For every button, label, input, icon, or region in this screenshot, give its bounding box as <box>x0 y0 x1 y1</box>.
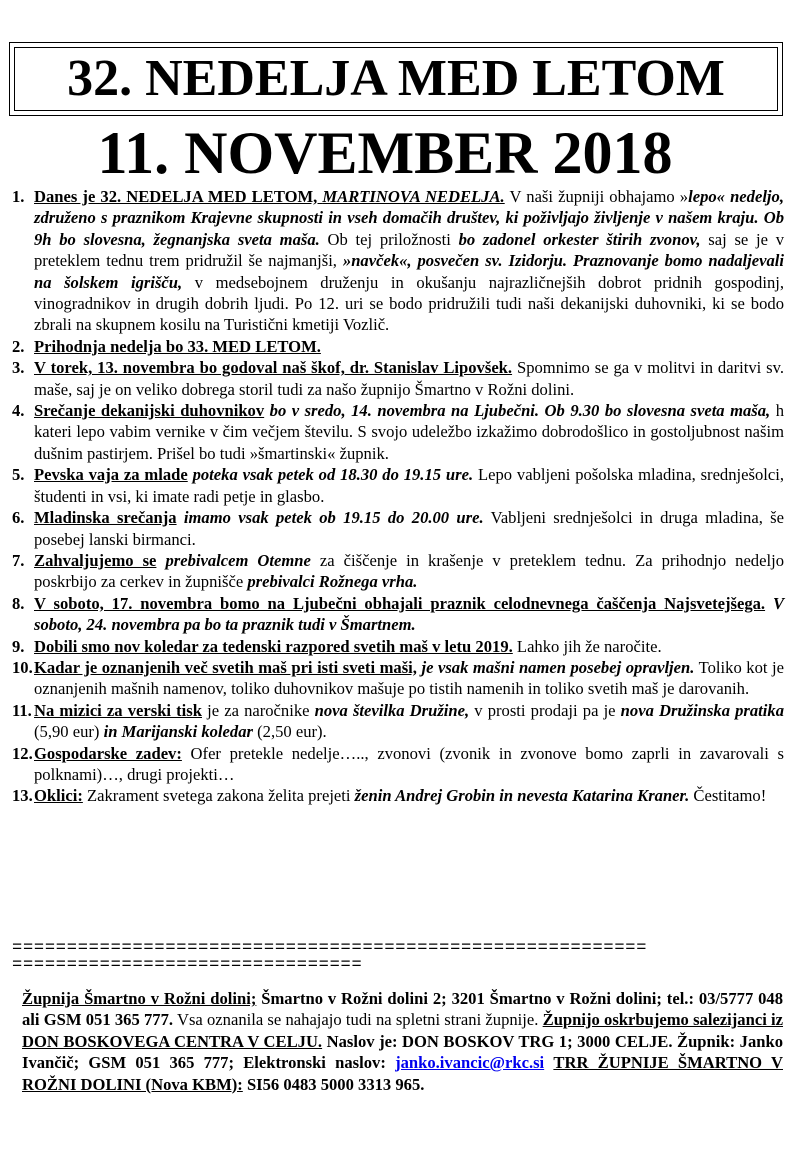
list-item <box>12 336 784 357</box>
item-heading-italic: MARTINOVA NEDELJA. <box>322 187 505 206</box>
list-item <box>12 593 784 636</box>
item-body: v medsebojnem druženju in okušanju najrazličnejših dobrot pridnih gospodinj, vinogradnikov in drugih dobrih ljudi. Po 12. uri se bodo pridružili tudi naši dekanijski duhovniki, ki se bodo zbrali na skupnem kosilu na Turistični kmetiji Vozlič. <box>34 272 785 335</box>
item-body: Spomnimo se ga v molitvi in daritvi sv. maše, saj je on veliko dobrega storil tudi za našo župnijo Šmartno v Rožni dolini. <box>34 358 784 399</box>
item-emphasis: lepo« nedeljo, združeno s praznikom Krajevne skupnosti in vseh domačih društev, ki poživljajo življenje v našem kraju. Ob 9h bo slovesna, žegnanjska sveta maša. <box>34 187 784 249</box>
item-emphasis: nova številka Družine, <box>314 700 470 720</box>
item-heading: Kadar je oznanjenih več svetih maš pri isti sveti maši, <box>34 657 417 677</box>
priest-contact: Naslov je: DON BOSKOV TRG 1; 3000 CELJE. Župnik: Janko Ivančič; GSM 051 365 777; Elektronski naslov: <box>22 1031 783 1073</box>
item-text <box>34 336 784 357</box>
email-link[interactable]: janko.ivancic@rkc.si <box>395 1053 545 1073</box>
item-number: 11. <box>12 700 32 720</box>
item-number: 8. <box>12 593 25 613</box>
item-body: (2,50 eur). <box>252 722 327 742</box>
list-item <box>12 743 784 786</box>
item-heading: Na mizici za verski tisk <box>34 700 202 720</box>
list-item <box>12 186 784 336</box>
list-item <box>12 550 784 593</box>
website-note: Vsa oznanila se nahajajo tudi na spletni strani župnije. <box>173 1010 543 1030</box>
item-heading: Zahvaljujemo se <box>34 550 157 570</box>
item-body: Toliko kot je oznanjenih mašnih namenov, toliko duhovnikov mašuje po tistih namenih in toliko svetih maš je darovanih. <box>34 657 784 699</box>
item-emphasis: je vsak mašni namen posebej opravljen. <box>416 657 695 677</box>
item-number: 9. <box>12 636 25 656</box>
item-text <box>34 186 784 336</box>
item-number: 2. <box>12 336 25 356</box>
item-heading: Oklici: <box>34 786 83 806</box>
item-heading: Dobili smo nov koledar za tedenski razpored svetih maš v letu 2019. <box>34 636 513 656</box>
item-body: h kateri lepo vabim vernike v čim večjem številu. S svojo udeležbo izkažimo dobrodošlico in gostoljubnost našim dušnim pastirjem. Prišel bo tudi »šmartinski« župnik. <box>34 401 784 463</box>
list-item <box>12 357 784 400</box>
item-heading: Gospodarske zadev: <box>34 743 182 763</box>
item-text <box>34 785 784 806</box>
item-number: 7. <box>12 550 25 570</box>
item-number: 13. <box>12 786 33 806</box>
item-emphasis: »navček«, posvečen sv. Izidorju. Praznovanje bomo nadaljevali na šolskem igrišču, <box>34 251 784 292</box>
item-emphasis: poteka vsak petek od 18.30 do 19.15 ure. <box>187 465 474 485</box>
item-number: 1. <box>12 187 25 206</box>
item-number: 4. <box>12 401 25 421</box>
item-heading: Pevska vaja za mlade <box>34 465 188 485</box>
parish-name: Župnija Šmartno v Rožni dolini; <box>22 989 257 1008</box>
item-text <box>34 357 784 400</box>
spacer <box>544 1053 553 1072</box>
item-body: je za naročnike <box>201 700 315 720</box>
item-text <box>34 593 784 636</box>
item-heading: Prihodnja nedelja bo 33. MED LETOM. <box>34 336 321 356</box>
item-text <box>34 700 784 743</box>
list-item <box>12 785 784 806</box>
list-item <box>12 657 784 700</box>
item-emphasis: bo v sredo, 14. novembra na Ljubečni. Ob 9.30 bo slovesna sveta maša, <box>264 401 771 421</box>
separator-line: ================================ <box>12 956 363 974</box>
item-emphasis: in Marijanski koledar <box>103 722 253 742</box>
page-title: 32. NEDELJA MED LETOM <box>14 47 778 111</box>
item-emphasis: prebivalcem Otemne <box>156 550 311 570</box>
item-body: Čestitamo! <box>689 786 767 806</box>
title-frame <box>9 42 783 116</box>
item-number: 3. <box>12 358 25 378</box>
item-text <box>34 550 784 593</box>
item-text <box>34 464 784 507</box>
bank-account-label: TRR ŽUPNIJE ŠMARTNO V ROŽNI DOLINI (Nova KBM): <box>22 1053 783 1094</box>
salesian-note: Župnijo oskrbujemo salezijanci iz DON BOSKOVEGA CENTRA V CELJU. <box>22 1010 784 1051</box>
item-heading: Mladinska srečanja <box>34 508 177 528</box>
parish-contact-footer <box>22 988 783 1095</box>
item-text <box>34 657 784 700</box>
separator <box>12 940 784 974</box>
item-body: Lepo vabljeni pošolska mladina, srednješolci, študenti in vsi, ki imate radi petje in glasbo. <box>34 465 784 506</box>
item-body: Vabljeni srednješolci in druga mladina, še posebej lanski birmanci. <box>34 508 784 549</box>
item-heading: V torek, 13. novembra bo godoval naš škof, dr. Stanislav Lipovšek. <box>34 358 513 378</box>
item-number: 10. <box>12 657 33 677</box>
item-emphasis: nova Družinska pratika <box>620 700 784 720</box>
item-body: saj se je v preteklem tednu trem pridružil še najmanjši, <box>34 229 785 271</box>
item-body: Ob tej priložnosti <box>319 229 459 249</box>
item-emphasis: ženin Andrej Grobin in nevesta Katarina Kraner. <box>354 786 690 806</box>
parish-address: Šmartno v Rožni dolini 2; 3201 Šmartno v Rožni dolini; tel.: 03/5777 048 ali GSM 051 365 777. <box>22 989 784 1030</box>
item-emphasis: imamo vsak petek ob 19.15 do 20.00 ure. <box>176 508 484 528</box>
item-text <box>34 636 784 657</box>
item-number: 5. <box>12 465 25 485</box>
item-body: Lahko jih že naročite. <box>512 636 662 656</box>
item-emphasis: bo zadonel orkester štirih zvonov, <box>458 229 701 249</box>
list-item <box>12 636 784 657</box>
item-heading: V soboto, 17. novembra bomo na Ljubečni obhajali praznik celodnevnega čaščenja Najsvetejšega. <box>34 593 766 613</box>
item-emphasis: V soboto, 24. novembra pa bo ta praznik tudi v Šmartnem. <box>34 593 785 635</box>
item-heading: Srečanje dekanijski duhovnikov <box>34 401 265 421</box>
item-body: Ofer pretekle nedelje….., zvonovi (zvonik in zvonove bomo zaprli in zavarovali s polknami)…, drugi projekti… <box>34 743 785 784</box>
item-text <box>34 743 784 786</box>
separator-line: ========================================================== <box>12 940 648 958</box>
page-date: 11. NOVEMBER 2018 <box>97 120 673 186</box>
list-item <box>12 507 784 550</box>
item-text <box>34 400 784 464</box>
item-heading: Danes je 32. NEDELJA MED LETOM, <box>34 187 323 206</box>
list-item <box>12 464 784 507</box>
bank-account-number: SI56 0483 5000 3313 965. <box>242 1074 425 1094</box>
item-number: 12. <box>12 743 33 763</box>
list-item <box>12 700 784 743</box>
item-emphasis: prebivalci Rožnega vrha. <box>247 572 418 592</box>
item-body: Zakrament svetega zakona želita prejeti <box>82 786 355 806</box>
item-number: 6. <box>12 508 25 528</box>
item-body: (5,90 eur) <box>34 722 104 742</box>
item-body: V naši župniji obhajamo » <box>504 187 689 206</box>
list-item <box>12 400 784 464</box>
item-body: za čiščenje in krašenje v preteklem tednu. Za prihodnjo nedeljo poskrbijo za cerkev in župnišče <box>34 550 784 592</box>
announcement-list <box>12 186 784 807</box>
item-text <box>34 507 784 550</box>
item-body: v prosti prodaji pa je <box>469 700 621 720</box>
